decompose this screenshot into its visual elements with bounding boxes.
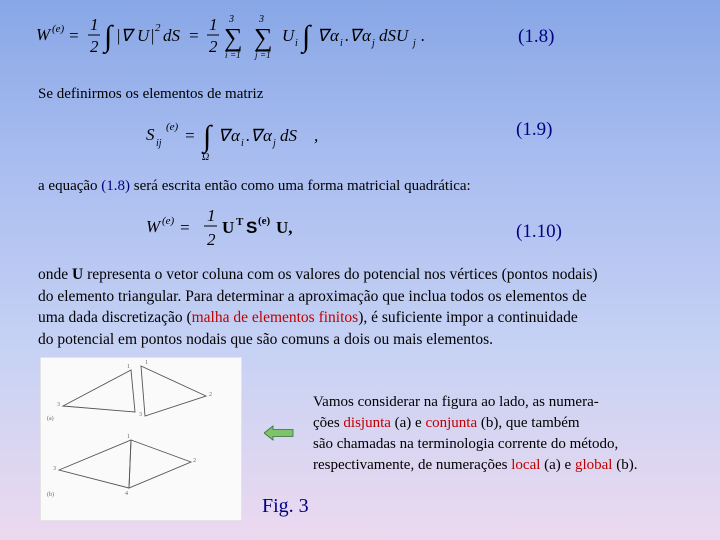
paragraph-line bbox=[38, 307, 718, 329]
description-line: Vamos considerar na figura ao lado, as numera- bbox=[313, 394, 599, 410]
svg-text:ij: ij bbox=[156, 138, 162, 149]
svg-text:i: i bbox=[225, 50, 228, 60]
equation-1-9-formula bbox=[146, 110, 336, 162]
svg-text:∇: ∇ bbox=[218, 126, 230, 145]
svg-text:|∇: |∇ bbox=[116, 26, 133, 45]
text-segment: onde bbox=[38, 266, 73, 283]
svg-text:4: 4 bbox=[125, 491, 128, 497]
triangle-a1 bbox=[63, 370, 135, 412]
highlight-mesh-term: malha de elementos finitos bbox=[191, 309, 359, 326]
svg-text:∇: ∇ bbox=[317, 26, 329, 45]
equation-number-1-10: (1.10) bbox=[516, 221, 562, 242]
svg-text:i: i bbox=[241, 138, 244, 149]
svg-text:dSU: dSU bbox=[379, 26, 409, 45]
svg-text:∫: ∫ bbox=[104, 20, 113, 53]
figure-triangle-meshes bbox=[40, 357, 242, 521]
svg-text:(b): (b) bbox=[47, 492, 54, 498]
svg-text:,: , bbox=[314, 126, 319, 145]
vector-u-symbol: U bbox=[72, 266, 84, 283]
svg-text:1: 1 bbox=[207, 206, 216, 225]
text-segment: (b), que também bbox=[477, 415, 580, 431]
explanation-paragraph bbox=[38, 264, 718, 350]
svg-text:=: = bbox=[68, 26, 80, 45]
text-segment: (a) e bbox=[540, 457, 575, 473]
svg-text:W: W bbox=[36, 25, 51, 44]
equation-1-8-formula bbox=[36, 10, 436, 60]
svg-text:(e): (e) bbox=[258, 215, 271, 227]
svg-text:2: 2 bbox=[209, 37, 218, 56]
triangle-b1 bbox=[59, 440, 131, 488]
svg-text:α: α bbox=[330, 26, 339, 45]
svg-text:α: α bbox=[263, 126, 272, 145]
svg-text:j: j bbox=[372, 38, 375, 49]
text-segment: (b). bbox=[612, 457, 638, 473]
highlight-conjunta: conjunta bbox=[425, 415, 478, 431]
svg-text:dS: dS bbox=[280, 126, 297, 145]
svg-text:=1: =1 bbox=[260, 50, 271, 60]
svg-text:(e): (e) bbox=[162, 215, 175, 227]
svg-text:W: W bbox=[146, 217, 161, 236]
paragraph-line: do elemento triangular. Para determinar a aproximação que inclua todos os elementos de bbox=[38, 287, 587, 305]
svg-text:3: 3 bbox=[259, 14, 264, 25]
text-segment: uma dada discretização ( bbox=[38, 309, 192, 326]
svg-text:=: = bbox=[179, 218, 191, 237]
equation-reference-link: (1.8) bbox=[101, 178, 131, 194]
svg-text:α: α bbox=[231, 126, 240, 145]
svg-text:=: = bbox=[188, 26, 200, 45]
description-line: são chamadas na terminologia corrente do método, bbox=[313, 436, 619, 452]
highlight-global: global bbox=[574, 457, 613, 473]
svg-text:3: 3 bbox=[53, 466, 56, 472]
equation-1-10 bbox=[146, 202, 316, 257]
svg-text:1: 1 bbox=[145, 360, 148, 366]
svg-text:2: 2 bbox=[207, 230, 216, 249]
equation-number-1-8: (1.8) bbox=[518, 26, 555, 47]
equation-1-8 bbox=[36, 10, 436, 65]
description-line bbox=[313, 455, 713, 476]
svg-text:2: 2 bbox=[193, 458, 196, 464]
text-line-definition: Se definirmos os elementos de matriz bbox=[38, 86, 264, 102]
svg-text:U: U bbox=[137, 26, 150, 45]
svg-text:1: 1 bbox=[127, 434, 130, 440]
text-segment: ções bbox=[313, 415, 344, 431]
svg-text:dS: dS bbox=[163, 26, 180, 45]
svg-text:3: 3 bbox=[57, 402, 60, 408]
figure-caption: Fig. 3 bbox=[262, 495, 309, 517]
svg-text:U,: U, bbox=[276, 218, 293, 237]
text-segment: (a) e bbox=[390, 415, 426, 431]
svg-text:S: S bbox=[246, 218, 258, 237]
equation-number-1-9: (1.9) bbox=[516, 119, 553, 140]
text-segment: a equação bbox=[38, 178, 102, 194]
svg-text:2: 2 bbox=[209, 392, 212, 398]
description-line bbox=[313, 413, 713, 434]
svg-text:.: . bbox=[421, 26, 426, 45]
paragraph-line bbox=[38, 264, 718, 286]
svg-text:(e): (e) bbox=[52, 23, 65, 35]
svg-text:α: α bbox=[362, 26, 371, 45]
svg-text:S: S bbox=[146, 125, 155, 144]
svg-text:(a): (a) bbox=[47, 416, 54, 422]
equation-1-9 bbox=[146, 110, 336, 167]
svg-text:Ω: Ω bbox=[202, 152, 210, 163]
figure-description bbox=[313, 392, 713, 476]
svg-text:1: 1 bbox=[209, 15, 218, 34]
svg-text:3: 3 bbox=[229, 14, 234, 25]
svg-text:.∇: .∇ bbox=[345, 26, 361, 45]
highlight-local: local bbox=[511, 457, 541, 473]
text-segment: será escrita então como uma forma matricial quadrática: bbox=[130, 178, 471, 194]
text-segment: ), é suficiente impor a continuidade bbox=[358, 309, 578, 326]
svg-text:T: T bbox=[236, 216, 244, 228]
svg-text:∫: ∫ bbox=[302, 20, 311, 53]
svg-text:=: = bbox=[184, 126, 196, 145]
svg-text:3: 3 bbox=[139, 412, 142, 418]
svg-text:U: U bbox=[222, 218, 235, 237]
svg-text:i: i bbox=[340, 38, 343, 49]
text-line-equation-reference bbox=[38, 176, 471, 198]
highlight-disjunta: disjunta bbox=[343, 415, 391, 431]
triangle-a2 bbox=[141, 366, 206, 416]
mesh-drawing bbox=[41, 358, 241, 520]
svg-text:|: | bbox=[150, 26, 155, 45]
triangle-b2 bbox=[129, 440, 191, 488]
svg-text:.∇: .∇ bbox=[246, 126, 262, 145]
text-segment: respectivamente, de numerações bbox=[313, 457, 512, 473]
svg-text:2: 2 bbox=[90, 37, 99, 56]
svg-text:=1: =1 bbox=[230, 50, 241, 60]
paragraph-line: do potencial em pontos nodais que são comuns a dois ou mais elementos. bbox=[38, 330, 494, 348]
svg-text:∑: ∑ bbox=[254, 23, 273, 52]
text-segment: representa o vetor coluna com os valores do potencial nos vértices (pontos nodais) bbox=[83, 266, 598, 283]
svg-text:i: i bbox=[295, 38, 298, 49]
left-arrow-icon bbox=[264, 425, 294, 446]
svg-text:U: U bbox=[282, 26, 295, 45]
svg-text:j: j bbox=[413, 38, 416, 49]
svg-text:∑: ∑ bbox=[224, 23, 243, 52]
svg-text:(e): (e) bbox=[166, 121, 179, 133]
svg-text:j: j bbox=[273, 138, 276, 149]
svg-text:j: j bbox=[255, 50, 258, 60]
svg-text:2: 2 bbox=[155, 22, 161, 34]
svg-text:1: 1 bbox=[127, 364, 130, 370]
equation-1-10-formula bbox=[146, 202, 316, 252]
svg-text:∫: ∫ bbox=[203, 120, 212, 153]
svg-text:1: 1 bbox=[90, 15, 99, 34]
